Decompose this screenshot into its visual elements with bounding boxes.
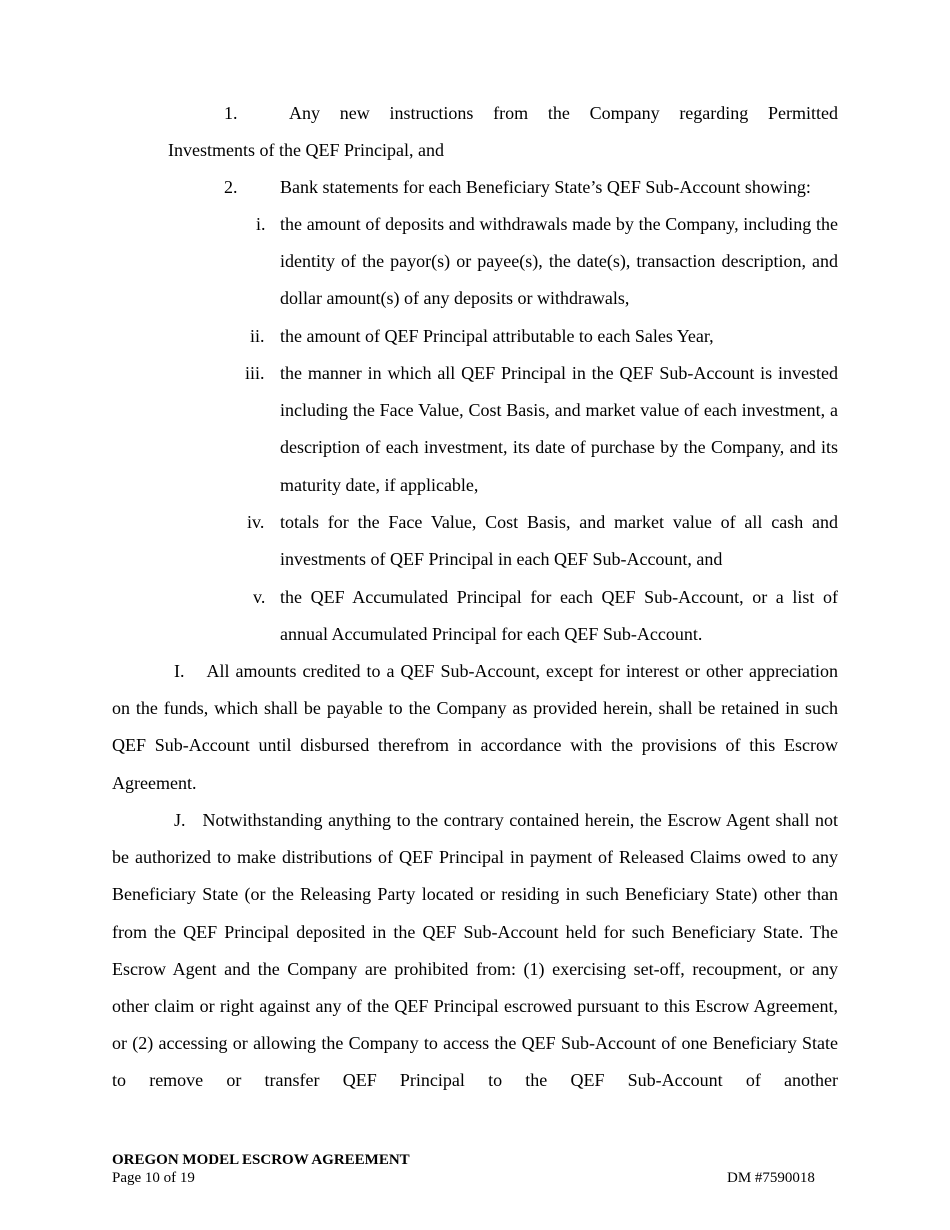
subitem-v-marker: v. <box>253 587 266 607</box>
subitem-ii-text: the amount of QEF Principal attributable to each Sales Year, <box>280 326 714 346</box>
subitem-iii-marker: iii. <box>245 363 265 383</box>
subitem-iv-marker: iv. <box>247 512 265 532</box>
section-j-marker: J. <box>174 810 186 830</box>
item-1-line2: Investments of the QEF Principal, and <box>168 140 444 160</box>
section-i-paragraph <box>112 653 838 802</box>
footer-page-number: Page 10 of 19 <box>112 1170 195 1186</box>
item-2-text: Bank statements for each Beneficiary State’s QEF Sub-Account showing: <box>280 177 811 197</box>
subitem-i-marker: i. <box>256 214 266 234</box>
item-2-marker: 2. <box>224 177 238 197</box>
section-i-text: All amounts credited to a QEF Sub-Account, except for interest or other appreciation on the funds, which shall be payable to the Company as provided herein, shall be retained in such QEF Sub-Account until disbursed therefrom in accordance with the provisions of this Escrow Agreement. <box>112 661 838 793</box>
section-i-marker: I. <box>174 661 185 681</box>
subitem-v-text: the QEF Accumulated Principal for each QEF Sub-Account, or a list of annual Accumulated Principal for each QEF Sub-Account. <box>280 587 838 645</box>
section-j-text: Notwithstanding anything to the contrary contained herein, the Escrow Agent shall not be authorized to make distributions of QEF Principal in payment of Released Claims owed to any Beneficiary State (or the Releasing Party located or residing in such Beneficiary State) other than from the QEF Principal deposited in the QEF Sub-Account held for such Beneficiary State. The Escrow Agent and the Company are prohibited from: (1) exercising set-off, recoupment, or any other claim or right against any of the QEF Principal escrowed pursuant to this Escrow Agreement, or (2) accessing or allowing the Company to access the QEF Sub-Account of one Beneficiary State to remove or transfer QEF Principal to the QEF Sub-Account of another <box>112 810 838 1091</box>
item-1-line1: Any new instructions from the Company regarding Permitted <box>289 103 838 123</box>
subitem-iv-text: totals for the Face Value, Cost Basis, and market value of all cash and investments of QEF Principal in each QEF Sub-Account, and <box>280 512 838 570</box>
subitem-ii-marker: ii. <box>250 326 265 346</box>
section-j-paragraph <box>112 802 838 1100</box>
subitem-iii-text: the manner in which all QEF Principal in the QEF Sub-Account is invested including the Face Value, Cost Basis, and market value of each investment, a description of each investment, its date of purchase by the Company, and its maturity date, if applicable, <box>280 363 838 495</box>
footer-title: OREGON MODEL ESCROW AGREEMENT <box>112 1152 410 1168</box>
item-1-marker: 1. <box>224 103 238 123</box>
footer-doc-number: DM #7590018 <box>727 1170 815 1186</box>
subitem-i-text: the amount of deposits and withdrawals made by the Company, including the identity of the payor(s) or payee(s), the date(s), transaction description, and dollar amount(s) of any deposits or withdrawals, <box>280 214 838 309</box>
